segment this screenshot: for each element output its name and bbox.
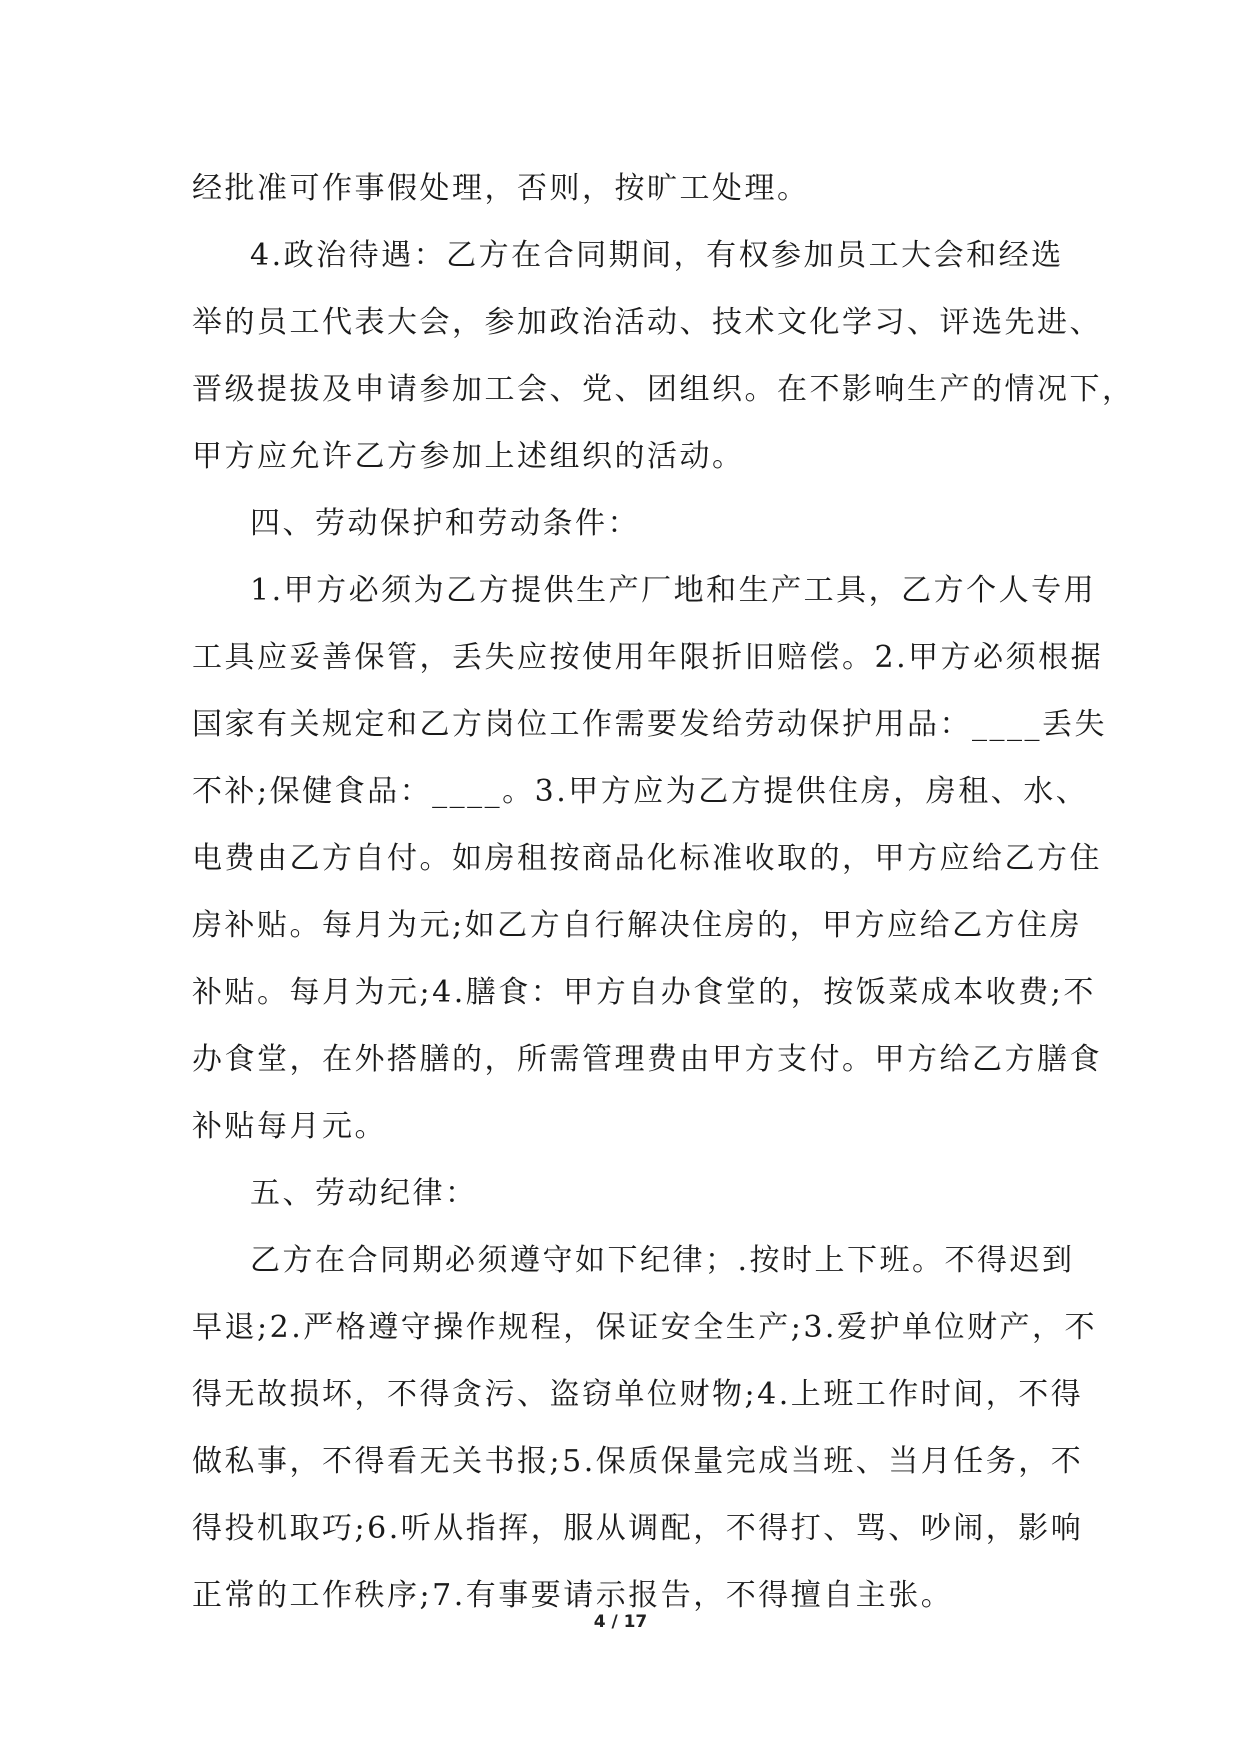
text-line: 工具应妥善保管，丢失应按使用年限折旧赔偿。2.甲方必须根据 — [192, 640, 1104, 675]
text-line: 举的员工代表大会，参加政治活动、技术文化学习、评选先进、 — [192, 305, 1102, 340]
text-line: 得无故损坏，不得贪污、盗窃单位财物;4.上班工作时间，不得 — [192, 1377, 1084, 1412]
text-line: 做私事，不得看无关书报;5.保质保量完成当班、当月任务，不 — [192, 1444, 1084, 1479]
text-line: 甲方应允许乙方参加上述组织的活动。 — [192, 439, 745, 474]
section-heading: 五、劳动纪律： — [250, 1176, 478, 1211]
text-line: 房补贴。每月为元;如乙方自行解决住房的，甲方应给乙方住房 — [192, 908, 1083, 943]
text-line: 正常的工作秩序;7.有事要请示报告，不得擅自主张。 — [192, 1578, 954, 1613]
section-heading: 四、劳动保护和劳动条件： — [250, 506, 640, 541]
text-line: 4.政治待遇：乙方在合同期间，有权参加员工大会和经选 — [250, 238, 1064, 273]
text-line: 补贴。每月为元;4.膳食：甲方自办食堂的，按饭菜成本收费;不 — [192, 975, 1096, 1010]
document-body — [192, 155, 1135, 1629]
text-line: 经批准可作事假处理，否则，按旷工处理。 — [192, 171, 810, 206]
text-line: 晋级提拔及申请参加工会、党、团组织。在不影响生产的情况下， — [192, 372, 1135, 407]
page-number: 4 / 17 — [593, 1612, 648, 1632]
text-line: 国家有关规定和乙方岗位工作需要发给劳动保护用品：____丢失 — [192, 707, 1107, 742]
text-line: 乙方在合同期必须遵守如下纪律；.按时上下班。不得迟到 — [250, 1243, 1075, 1278]
text-line: 得投机取巧;6.听从指挥，服从调配，不得打、骂、吵闹，影响 — [192, 1511, 1084, 1546]
text-line: 早退;2.严格遵守操作规程，保证安全生产;3.爱护单位财产，不 — [192, 1310, 1097, 1345]
text-line: 电费由乙方自付。如房租按商品化标准收取的，甲方应给乙方住 — [192, 841, 1102, 876]
text-line: 不补;保健食品：____。3.甲方应为乙方提供住房，房租、水、 — [192, 774, 1089, 809]
text-line: 补贴每月元。 — [192, 1109, 387, 1144]
text-line: 1.甲方必须为乙方提供生产厂地和生产工具，乙方个人专用 — [250, 573, 1097, 608]
text-line: 办食堂，在外搭膳的，所需管理费由甲方支付。甲方给乙方膳食 — [192, 1042, 1102, 1077]
